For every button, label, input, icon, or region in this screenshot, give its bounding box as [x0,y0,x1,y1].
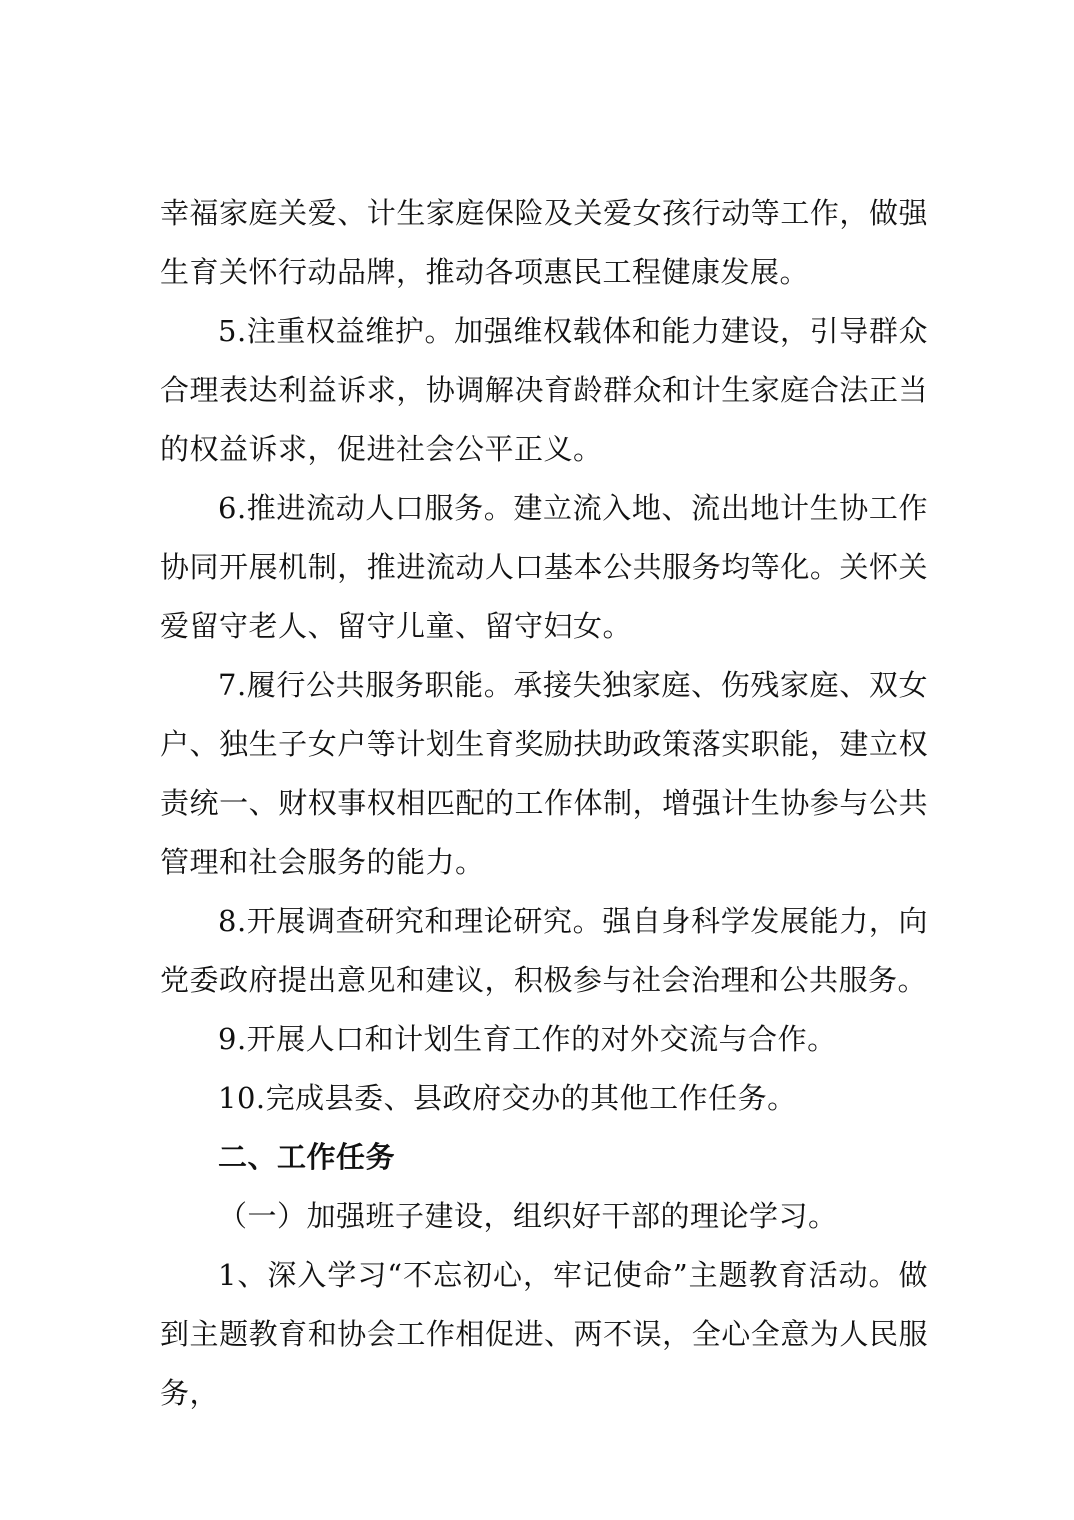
paragraph-item-7: 7.履行公共服务职能。承接失独家庭、伤残家庭、双女户、独生子女户等计划生育奖励扶助政策落实职能，建立权责统一、财权事权相匹配的工作体制，增强计生协参与公共管理和社会服务的能力。 [160,668,928,879]
section-heading: 二、工作任务 [218,1140,396,1174]
paragraph-item-10: 10.完成县委、县政府交办的其他工作任务。 [218,1081,797,1115]
paragraph-item-8: 8.开展调查研究和理论研究。强自身科学发展能力，向党委政府提出意见和建议，积极参与社会治理和公共服务。 [160,904,928,997]
paragraph-item-6: 6.推进流动人口服务。建立流入地、流出地计生协工作协同开展机制，推进流动人口基本公共服务均等化。关怀关爱留守老人、留守儿童、留守妇女。 [160,491,928,643]
document-body [160,184,928,1423]
paragraph-task-1: 1、深入学习“不忘初心，牢记使命”主题教育活动。做到主题教育和协会工作相促进、两不误，全心全意为人民服务， [160,1258,928,1410]
paragraph-continuation: 幸福家庭关爱、计生家庭保险及关爱女孩行动等工作，做强生育关怀行动品牌，推动各项惠民工程健康发展。 [160,196,928,289]
subsection-heading: （一）加强班子建设，组织好干部的理论学习。 [218,1199,838,1233]
paragraph-item-5: 5.注重权益维护。加强维权载体和能力建设，引导群众合理表达利益诉求，协调解决育龄群众和计生家庭合法正当的权益诉求，促进社会公平正义。 [160,314,928,466]
paragraph-item-9: 9.开展人口和计划生育工作的对外交流与合作。 [218,1022,837,1056]
